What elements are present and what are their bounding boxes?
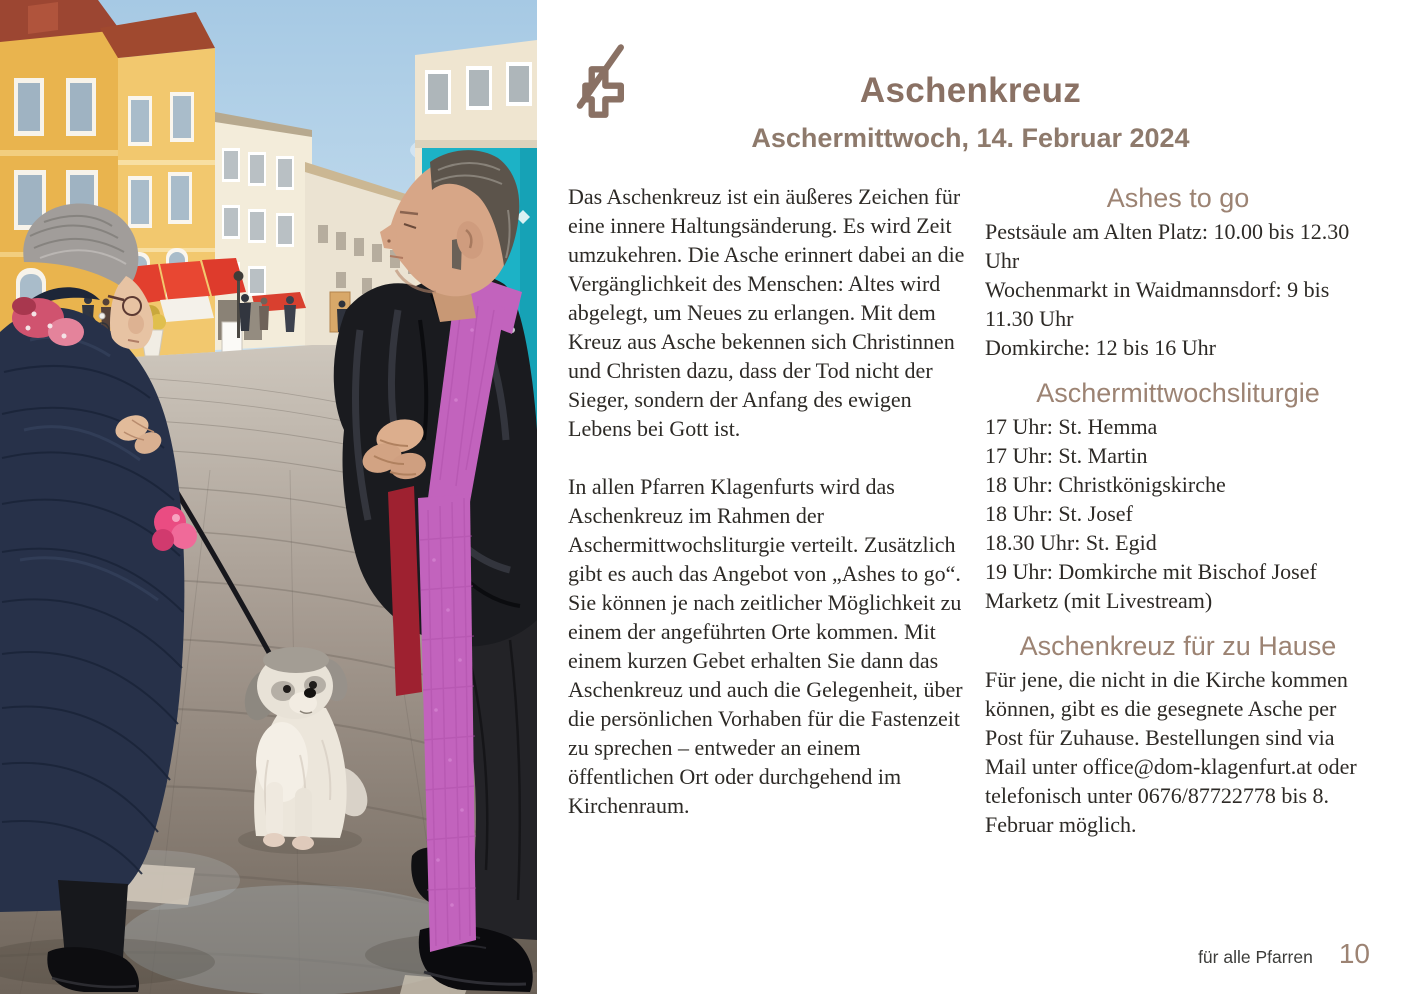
section-heading-ashes-to-go: Ashes to go: [1106, 183, 1250, 213]
street-blessing-photo: [0, 0, 537, 994]
section-ashes-to-go: [985, 182, 1371, 362]
section-heading-zu-hause: Aschenkreuz für zu Hause: [1019, 631, 1337, 661]
schedule-line: 17 Uhr: St. Hemma: [985, 414, 1158, 439]
photo-illustration: [0, 0, 537, 994]
article-content: [537, 0, 1404, 994]
section-aschenkreuz-zu-hause: [985, 630, 1371, 839]
page-subtitle: Aschermittwoch, 14. Februar 2024: [751, 123, 1190, 154]
section-body: Für jene, die nicht in die Kirche kommen können, gibt es die gesegnete Asche per Post für Zuhause. Bestellungen sind via Mail unter office@dom-klagenfurt.at oder telefonisch unter 0676/87722778 bis 8. Februar möglich.: [985, 667, 1357, 837]
schedule-line: Wochenmarkt in Waidmannsdorf: 9 bis 11.30 Uhr: [985, 277, 1330, 331]
schedule-line: 18 Uhr: Christkönigskirche: [985, 472, 1226, 497]
white-awning: [160, 296, 214, 322]
schedule-line: 18 Uhr: St. Josef: [985, 501, 1133, 526]
footer-label: für alle Pfarren: [1198, 947, 1313, 967]
dog-eye-left: [283, 685, 291, 693]
article-body-column: [568, 182, 965, 820]
schedule-line: 19 Uhr: Domkirche mit Bischof Josef Marketz (mit Livestream): [985, 559, 1317, 613]
schedule-column: [985, 182, 1371, 854]
schedule-line: Pestsäule am Alten Platz: 10.00 bis 12.30 Uhr: [985, 219, 1350, 273]
article-paragraph-1: Das Aschenkreuz ist ein äußeres Zeichen für eine innere Haltungsänderung. Es wird Zeit umzukehren. Die Asche erinnert dabei an die Vergänglichkeit des Menschen: Altes wird abgelegt, um Neues zu erlangen. Mit dem Kreuz aus Asche bekennen sich Christinnen und Christen dazu, dass der Tod nicht der Sieger, sondern der Anfang des ewigen Lebens bei Gott ist.: [568, 184, 965, 441]
schedule-line: Domkirche: 12 bis 16 Uhr: [985, 335, 1216, 360]
dog-eye-right: [309, 681, 317, 689]
schedule-line: 18.30 Uhr: St. Egid: [985, 530, 1157, 555]
earring: [99, 313, 105, 319]
page-number: 10: [1338, 938, 1370, 969]
section-heading-liturgie: Aschermittwochsliturgie: [1036, 378, 1320, 408]
page-title: Aschenkreuz: [859, 71, 1082, 111]
article-paragraph-2: In allen Pfarren Klagenfurts wird das Aschenkreuz im Rahmen der Aschermittwochsliturgie verteilt. Zusätzlich gibt es auch das Angebot von „Ashes to go“. Sie können je nach zeitlicher Möglichkeit zu einem der angeführten Orte kommen. Mit einem kurzen Gebet erhalten Sie dann das Aschenkreuz und auch die Gelegenheit, über die persönlichen Vorhaben für die Fastenzeit zu sprechen – entweder an einem öffentlichen Ort oder durchgehend im Kirchenraum.: [568, 474, 963, 818]
section-aschermittwochsliturgie: [985, 377, 1371, 615]
schedule-line: 17 Uhr: St. Martin: [985, 443, 1148, 468]
dog-nose: [304, 688, 316, 698]
page-footer: [1198, 938, 1370, 970]
